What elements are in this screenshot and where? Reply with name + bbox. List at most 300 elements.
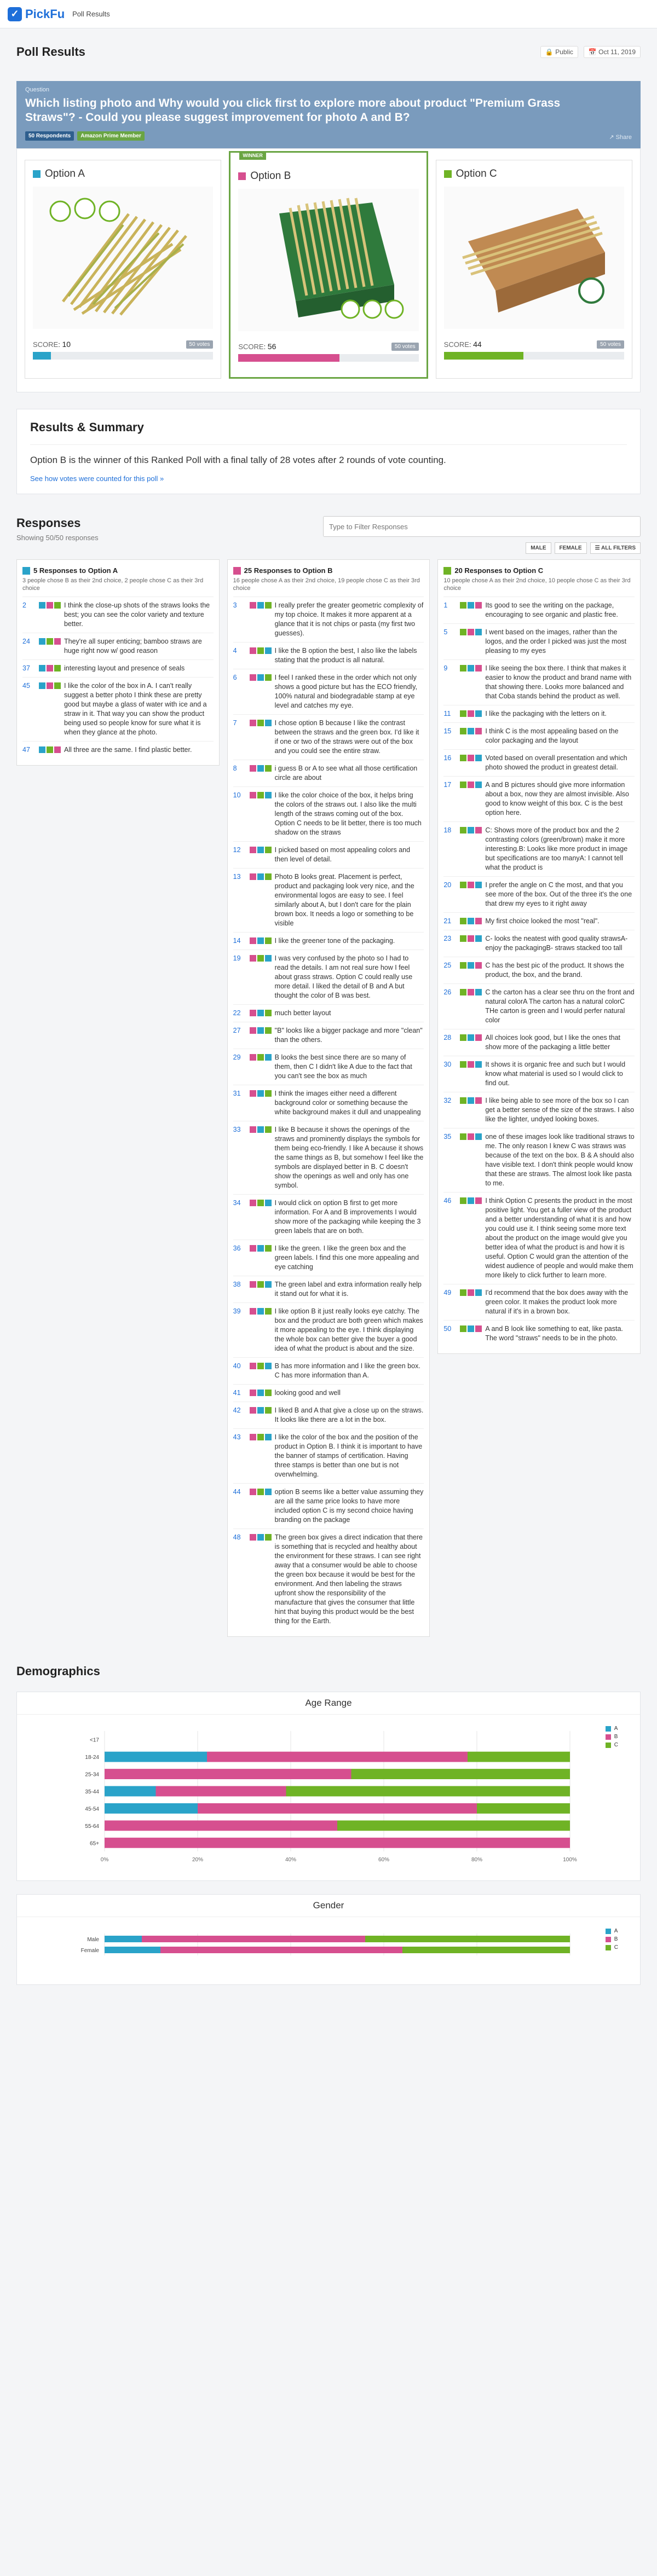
response-text: I like B because it shows the openings of the straws and prominently displays the symbols for them being eco-friendly. I like A because it shows the same things as B, but somehow I feel like the symbols are displayed better in B. C doesn't show the openings as well and only has one symbol. [274, 1126, 424, 1189]
rank-a-icon [468, 1097, 474, 1104]
response-text: They're all super enticing; bamboo straws are huge right now w/ good reason [64, 638, 202, 655]
category-label: Female [80, 1948, 99, 1954]
respondent-number[interactable]: 49 [443, 1289, 452, 1296]
rank-b-icon [250, 1534, 256, 1541]
respondent-number[interactable]: 2 [22, 601, 26, 609]
rank-b-icon [250, 1010, 256, 1016]
rank-b-icon [475, 962, 482, 969]
rank-a-icon [475, 1133, 482, 1140]
rank-b-icon [475, 665, 482, 672]
chart-legend [606, 1726, 618, 1750]
rank-c-icon [54, 682, 61, 689]
response-item [443, 1192, 635, 1284]
rank-c-icon [460, 629, 466, 635]
summary-text: Option B is the winner of this Ranked Poll with a final tally of 28 votes after 2 rounds of vote counting. [30, 444, 627, 466]
response-text: The green label and extra information really help it stand out for what it is. [274, 1281, 422, 1298]
response-text: C has the best pic of the product. It shows the product, the box, and the brand. [485, 962, 624, 979]
rank-b-icon [250, 873, 256, 880]
rank-b-icon [250, 1489, 256, 1495]
rank-c-icon [257, 1200, 264, 1206]
rank-c-icon [257, 1363, 264, 1369]
respondent-number[interactable]: 12 [233, 846, 241, 854]
response-text: "B" looks like a bigger package and more "clean" than the others. [274, 1027, 423, 1044]
rank-b-icon [468, 710, 474, 717]
option-card-c[interactable]: Option C SCORE: 44 50 votes [436, 160, 632, 379]
responses-column-a [16, 559, 220, 766]
response-item [443, 912, 635, 930]
response-item [233, 1022, 424, 1049]
respondent-number[interactable]: 40 [233, 1362, 241, 1370]
rank-b-icon [468, 989, 474, 995]
page-container [16, 28, 641, 1985]
bar-segment-c [468, 1752, 570, 1762]
responses-columns [16, 559, 641, 1637]
rank-a-icon [39, 665, 45, 672]
age-range-panel [16, 1692, 641, 1881]
rank-order [460, 917, 482, 926]
respondent-number[interactable]: 26 [443, 988, 452, 996]
respondent-number[interactable]: 45 [22, 682, 30, 690]
chart-svg [17, 1715, 640, 1879]
respondent-number[interactable]: 18 [443, 826, 452, 834]
column-color-icon [443, 567, 451, 575]
option-c-name: Option C [456, 168, 497, 180]
response-text: I think C is the most appealing based on the color packaging and the layout [485, 727, 619, 744]
rank-c-icon [265, 1245, 272, 1252]
rank-a-icon [257, 1390, 264, 1396]
option-c-color-icon [444, 170, 452, 178]
bar-segment-b [105, 1820, 337, 1831]
response-text: I like the color of the box and the position of the product in Option B. I think it is important to have the banner of stamps of certification. Having three stamps is better than one but is not overwhelming. [274, 1433, 423, 1478]
respondent-number[interactable]: 43 [233, 1433, 241, 1441]
rank-a-icon [475, 882, 482, 888]
category-label: 65+ [90, 1840, 99, 1847]
x-tick-label: 20% [192, 1857, 204, 1863]
rank-b-icon [250, 1281, 256, 1288]
female-filter-button[interactable]: FEMALE [555, 542, 587, 554]
rank-a-icon [475, 1289, 482, 1296]
respondent-number[interactable]: 32 [443, 1097, 452, 1104]
option-a-image[interactable] [33, 187, 213, 329]
rank-c-icon [265, 1390, 272, 1396]
rank-order [250, 1487, 272, 1525]
rank-a-icon [468, 1034, 474, 1041]
rank-order [460, 664, 482, 701]
bar-segment-c [337, 1820, 570, 1831]
respondent-number[interactable]: 39 [233, 1307, 241, 1315]
option-b-image[interactable] [238, 189, 418, 331]
option-b-score-fill [238, 354, 339, 362]
top-bar [0, 0, 657, 28]
respondent-number[interactable]: 1 [443, 601, 448, 609]
bar-segment-b [207, 1752, 468, 1762]
rank-c-icon [460, 962, 466, 969]
rank-c-icon [257, 1489, 264, 1495]
rank-b-icon [475, 1034, 482, 1041]
rank-b-icon [54, 746, 61, 753]
option-b-color-icon [238, 172, 246, 180]
rank-c-icon [257, 955, 264, 962]
legend-item [606, 1742, 618, 1748]
share-link[interactable]: ↗ Share [609, 134, 632, 141]
question-text: Which listing photo and Why would you click first to explore more about product "Premium Grass Straws"? - Could you please suggest improvement for photo A and B? [25, 97, 561, 124]
option-a-score-fill [33, 352, 51, 360]
rank-b-icon [47, 602, 53, 609]
rank-a-icon [257, 765, 264, 772]
legend-swatch [606, 1726, 611, 1732]
respondent-number[interactable]: 3 [233, 601, 237, 609]
rank-b-icon [468, 882, 474, 888]
rank-c-icon [257, 647, 264, 654]
rank-order [250, 601, 272, 638]
respondent-number[interactable]: 13 [233, 873, 241, 881]
rank-c-icon [460, 882, 466, 888]
rank-order [250, 791, 272, 837]
category-label: <17 [90, 1737, 99, 1744]
response-item [233, 841, 424, 868]
rank-a-icon [39, 746, 45, 753]
rank-c-icon [460, 1289, 466, 1296]
response-item [233, 1194, 424, 1240]
rank-c-icon [460, 1061, 466, 1068]
respondent-number[interactable]: 5 [443, 628, 448, 636]
rank-c-icon [257, 1054, 264, 1061]
respondent-number[interactable]: 34 [233, 1199, 241, 1207]
option-a-score: 10 [62, 340, 71, 349]
response-item [233, 1357, 424, 1384]
rank-a-icon [257, 1090, 264, 1097]
chart-legend [606, 1928, 618, 1953]
response-text: The green box gives a direct indication that there is something that is recycled and healthy about the environment for these straws. I can see right away that a consumer would be able to choose the green box because it would be best for the environment. And then labeling the straws upfront show the responsibility of the manufacture that gives the consumer that little hint that buying this product would be the best thing for the Earth. [274, 1533, 423, 1625]
respondent-number[interactable]: 44 [233, 1488, 241, 1496]
rank-a-icon [468, 1325, 474, 1332]
rank-a-icon [265, 1434, 272, 1440]
rank-c-icon [460, 935, 466, 942]
response-text: My first choice looked the most "real". [485, 917, 600, 925]
legend-label: B [614, 1936, 618, 1942]
rank-order [250, 1307, 272, 1353]
rank-c-icon [265, 1010, 272, 1016]
respondent-number[interactable]: 31 [233, 1090, 241, 1097]
option-card-a[interactable]: Option A SCORE: 10 50 votes [25, 160, 221, 379]
rank-b-icon [475, 918, 482, 924]
respondent-number[interactable]: 22 [233, 1009, 241, 1017]
rank-order [460, 826, 482, 872]
legend-label: C [614, 1944, 618, 1950]
response-text: A and B pictures should give more information about a box, now they are almost invisible. Also good to know weight of this box. C is the best option here. [485, 781, 629, 817]
respondent-number[interactable]: 38 [233, 1281, 241, 1288]
respondent-number[interactable]: 27 [233, 1027, 241, 1034]
response-text: B has more information and I like the green box. C has more information than A. [274, 1362, 420, 1379]
respondent-number[interactable]: 30 [443, 1061, 452, 1068]
responses-title: Responses [16, 516, 81, 530]
response-item [233, 669, 424, 714]
rank-order [250, 1244, 272, 1272]
respondent-number[interactable]: 19 [233, 954, 241, 962]
rank-c-icon [460, 728, 466, 734]
rank-a-icon [257, 847, 264, 853]
gender-chart [17, 1917, 640, 1984]
legend-swatch [606, 1743, 611, 1748]
respondent-number[interactable]: 21 [443, 917, 452, 925]
legend-swatch [606, 1937, 611, 1942]
respondent-number[interactable]: 11 [443, 710, 451, 717]
respondent-number[interactable]: 14 [233, 937, 241, 945]
column-title: 20 Responses to Option C [454, 566, 544, 575]
bar-segment-c [365, 1936, 570, 1942]
legend-swatch [606, 1945, 611, 1950]
respondent-number[interactable]: 46 [443, 1197, 452, 1205]
rank-c-icon [257, 1281, 264, 1288]
respondent-number[interactable]: 29 [233, 1053, 241, 1061]
option-a-votes: 50 votes [186, 340, 214, 349]
rank-c-icon [257, 1434, 264, 1440]
option-c-image[interactable] [444, 187, 624, 329]
response-text: I like the green. I like the green box and the green labels. I find this one more appealing and eye catching [274, 1244, 419, 1271]
response-item [443, 776, 635, 821]
respondent-number[interactable]: 17 [443, 781, 452, 789]
rank-order [250, 1406, 272, 1425]
response-text: I like the greener tone of the packaging. [274, 937, 395, 945]
rank-a-icon [265, 1281, 272, 1288]
column-title: 5 Responses to Option A [33, 566, 118, 575]
rank-order [250, 1053, 272, 1081]
response-item [233, 1240, 424, 1276]
chart-svg [17, 1917, 640, 1983]
rank-c-icon [460, 989, 466, 995]
response-item [443, 597, 635, 623]
rank-b-icon [475, 827, 482, 833]
category-label: 18-24 [85, 1755, 99, 1761]
bar-segment-b [156, 1786, 286, 1797]
category-label: 25-34 [85, 1772, 99, 1778]
legend-item [606, 1928, 618, 1934]
response-item [443, 957, 635, 983]
rank-b-icon [250, 1245, 256, 1252]
response-text: I like seeing the box there. I think that makes it easier to know the product and brand name with that showing there. Looks more balanced and that Coba stands behind the product as well. [485, 664, 632, 700]
respondent-number[interactable]: 24 [22, 638, 30, 645]
response-item [443, 659, 635, 705]
respondent-number[interactable]: 37 [22, 664, 30, 672]
logo-icon: ✓ [8, 7, 22, 21]
respondent-number[interactable]: 8 [233, 765, 237, 772]
male-filter-button[interactable]: MALE [526, 542, 551, 554]
rank-a-icon [257, 602, 264, 609]
response-item [233, 642, 424, 669]
response-item [233, 786, 424, 841]
rank-a-icon [257, 1534, 264, 1541]
respondent-number[interactable]: 9 [443, 664, 448, 672]
response-text: It shows it is organic free and such but I would know what material is used so I would click to find out. [485, 1061, 626, 1087]
rank-b-icon [250, 1434, 256, 1440]
rank-b-icon [250, 955, 256, 962]
response-item [233, 1402, 424, 1428]
response-item [233, 1004, 424, 1022]
rank-order [460, 601, 482, 620]
rank-order [250, 1533, 272, 1626]
rank-order [460, 1033, 482, 1052]
filter-responses-input[interactable] [323, 516, 641, 537]
rank-order [250, 954, 272, 1000]
vote-count-link[interactable]: See how votes were counted for this poll » [30, 474, 164, 483]
rank-b-icon [250, 937, 256, 944]
rank-c-icon [265, 1407, 272, 1414]
rank-b-icon [468, 935, 474, 942]
responses-column-c [437, 559, 641, 1354]
rank-a-icon [468, 665, 474, 672]
rank-b-icon [250, 1054, 256, 1061]
legend-label: A [614, 1726, 618, 1732]
response-text: I'd recommend that the box does away with the green color. It makes the product look more natural if it's in a brown box. [485, 1289, 629, 1315]
respondent-number[interactable]: 33 [233, 1126, 241, 1133]
rank-order [39, 681, 61, 737]
rank-c-icon [460, 918, 466, 924]
respondent-number[interactable]: 10 [233, 791, 241, 799]
respondent-number[interactable]: 41 [233, 1389, 241, 1397]
rank-b-icon [250, 674, 256, 681]
option-c-score: 44 [473, 340, 482, 349]
rank-a-icon [257, 1407, 264, 1414]
bar-segment-a [105, 1752, 207, 1762]
rank-b-icon [250, 1308, 256, 1315]
response-text: I really prefer the greater geometric complexity of my top choice. It makes it more apparent at a glance that it is not chips or pasta (my first two guesses). [274, 601, 424, 637]
legend-swatch [606, 1734, 611, 1740]
response-item [233, 1529, 424, 1630]
rank-order [460, 1196, 482, 1280]
rank-a-icon [265, 1200, 272, 1206]
rank-b-icon [468, 755, 474, 761]
rank-c-icon [265, 847, 272, 853]
age-range-chart [17, 1715, 640, 1880]
option-card-b[interactable]: WINNER Option B SCORE: 56 50 votes [229, 151, 428, 379]
respondent-number[interactable]: 25 [443, 962, 452, 969]
response-text: C the carton has a clear see thru on the front and natural colorA The carton has a natural colorC THe carton is green and I would perfer natural color [485, 988, 635, 1024]
respondent-number[interactable]: 48 [233, 1533, 241, 1541]
options-row [16, 148, 641, 392]
rank-a-icon [257, 1010, 264, 1016]
legend-label: B [614, 1734, 618, 1740]
option-c-score-label: SCORE [443, 340, 469, 349]
rank-order [250, 646, 272, 665]
response-text: C: Shows more of the product box and the 2 contrasting colors (green/brown) make it more interesting.B: Looks like more product in image but specifications are too manyA: I cannot tell what the product is [485, 826, 628, 871]
option-b-name: Option B [250, 170, 291, 182]
winner-badge: WINNER [239, 151, 266, 160]
rank-order [460, 1096, 482, 1124]
all-filters-button[interactable]: ☰ ALL FILTERS [590, 542, 641, 554]
response-item [443, 1092, 635, 1128]
rank-a-icon [265, 792, 272, 798]
x-tick-label: 80% [471, 1857, 483, 1863]
respondent-number[interactable]: 36 [233, 1244, 241, 1252]
rank-b-icon [47, 682, 53, 689]
rank-a-icon [39, 682, 45, 689]
rank-a-icon [257, 674, 264, 681]
respondent-number[interactable]: 16 [443, 754, 452, 762]
rank-c-icon [460, 782, 466, 788]
rank-order [250, 673, 272, 710]
response-item [443, 1029, 635, 1056]
category-label: Male [87, 1937, 99, 1943]
rank-order [250, 1009, 272, 1018]
rank-c-icon [265, 1027, 272, 1034]
rank-a-icon [257, 873, 264, 880]
rank-a-icon [257, 1126, 264, 1133]
rank-c-icon [265, 873, 272, 880]
column-color-icon [233, 567, 241, 575]
respondent-number[interactable]: 50 [443, 1325, 452, 1333]
response-text: I think the images either need a different background color or something because the white background makes it dull and unappealing [274, 1090, 421, 1116]
rank-b-icon [250, 647, 256, 654]
question-box [16, 81, 641, 148]
respondent-number[interactable]: 35 [443, 1133, 452, 1141]
rank-b-icon [475, 1197, 482, 1204]
legend-item [606, 1944, 618, 1950]
rank-b-icon [250, 765, 256, 772]
response-text: I feel I ranked these in the order which not only shows a good picture but has the ECO friendly, 100% natural and biodegradable stamp at eye level and catches my eye. [274, 674, 417, 709]
rank-order [460, 881, 482, 908]
respondent-number[interactable]: 7 [233, 719, 237, 727]
respondent-number[interactable]: 4 [233, 647, 237, 655]
rank-c-icon [265, 937, 272, 944]
rank-b-icon [468, 629, 474, 635]
respondent-number[interactable]: 6 [233, 674, 237, 681]
response-item [233, 1303, 424, 1357]
rank-order [39, 637, 61, 656]
column-subtitle: 3 people chose B as their 2nd choice, 2 people chose C as their 3rd choice [22, 577, 204, 592]
response-text: Voted based on overall presentation and which photo showed the product in greatest detail. [485, 754, 627, 771]
rank-b-icon [468, 782, 474, 788]
rank-a-icon [39, 638, 45, 645]
response-text: I like option B it just really looks eye catchy. The box and the product are both green which makes it more appealing to the eye. I think displaying the whole box can better give the buyer a good idea of what the product is about and the size. [274, 1307, 423, 1352]
response-text: I like being able to see more of the box so I can get a better sense of the size of the straws. I also like the lighter, undyed looking boxes. [485, 1097, 635, 1123]
rank-b-icon [250, 1363, 256, 1369]
response-text: option B seems like a better value assuming they are all the same price looks to have more included option C is my second choice having branding on the package [274, 1488, 424, 1524]
respondent-number[interactable]: 23 [443, 935, 452, 942]
rank-order [250, 764, 272, 783]
respondent-number[interactable]: 42 [233, 1406, 241, 1414]
response-text: Its good to see the writing on the package, encouraging to see organic and plastic free. [485, 601, 618, 618]
respondent-number[interactable]: 15 [443, 727, 452, 735]
respondent-number[interactable]: 28 [443, 1034, 452, 1041]
rank-c-icon [460, 602, 466, 609]
pickfu-logo[interactable] [8, 7, 65, 21]
rank-a-icon [468, 1197, 474, 1204]
legend-label: C [614, 1742, 618, 1748]
response-text: I like the packaging with the letters on it. [485, 710, 607, 717]
column-color-icon [22, 567, 30, 575]
rank-c-icon [460, 710, 466, 717]
rank-c-icon [460, 755, 466, 761]
option-a-score-label: SCORE [33, 340, 59, 349]
visibility-badge: 🔒 Public [540, 46, 578, 58]
rank-b-icon [250, 1126, 256, 1133]
response-text: C- looks the neatest with good quality strawsA- enjoy the packagingB- straws stacked too tall [485, 935, 628, 952]
response-item [233, 1428, 424, 1483]
brand-name: PickFu [25, 7, 65, 21]
category-label: 35-44 [85, 1789, 99, 1795]
respondent-number[interactable]: 47 [22, 746, 30, 754]
option-a-score-bar [33, 352, 213, 360]
respondents-tag: 50 Respondents [25, 131, 74, 141]
rank-c-icon [460, 1097, 466, 1104]
response-text: I like the B option the best, I also like the labels stating that the product is all natural. [274, 647, 417, 664]
page-title: Poll Results [16, 45, 85, 59]
response-item [233, 1049, 424, 1085]
response-item [233, 868, 424, 932]
bar-segment-a [105, 1936, 142, 1942]
rank-order [250, 846, 272, 864]
respondent-number[interactable]: 20 [443, 881, 452, 889]
